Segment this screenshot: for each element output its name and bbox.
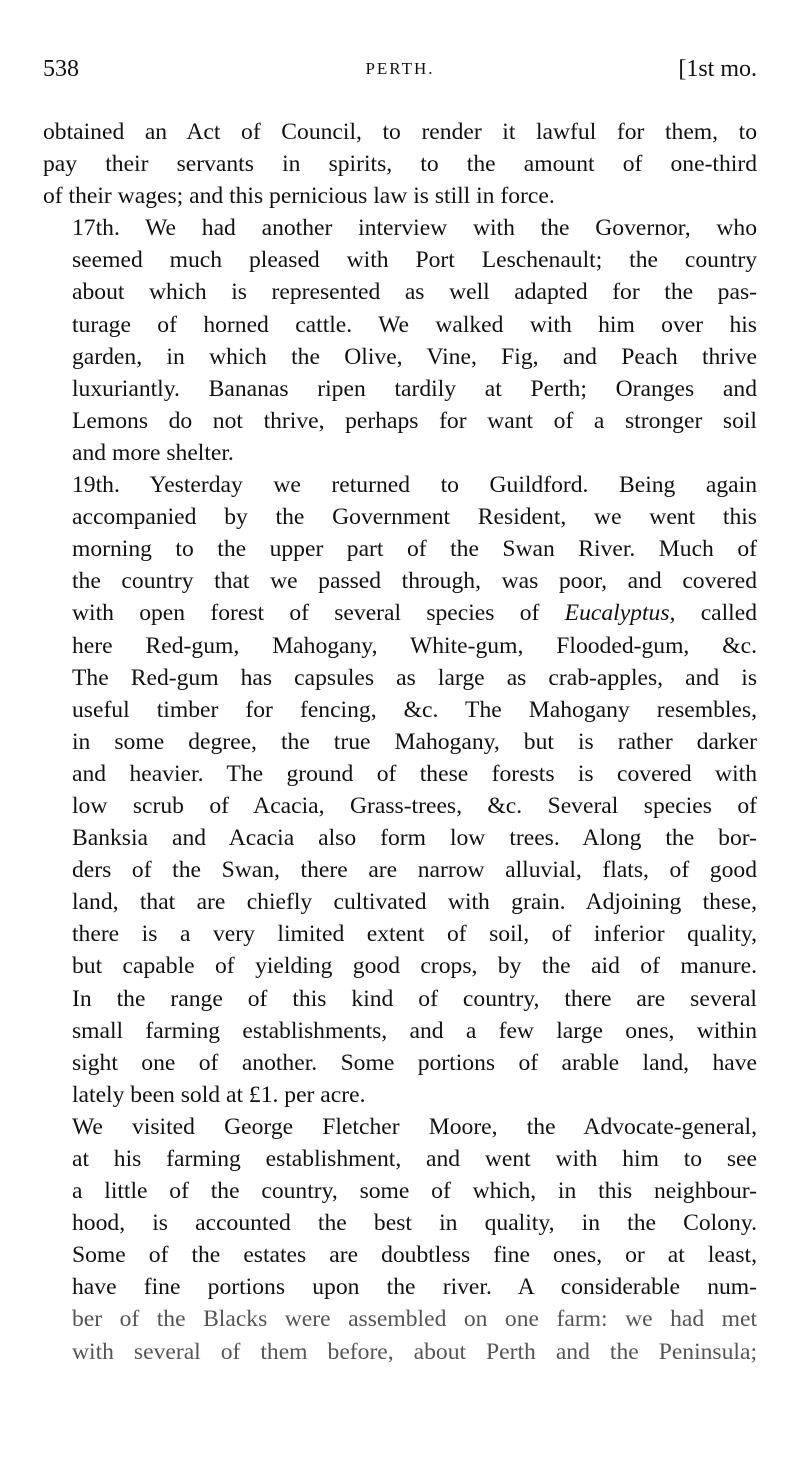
species-name: Eucalyptus, <box>564 600 676 627</box>
text-line: ders of the Swan, there are narrow alluvial, flats, of good <box>72 857 757 884</box>
text-line: hood, is accounted the best in quality, in the Colony. <box>72 1210 757 1237</box>
body-text <box>43 116 757 1368</box>
text-line: sight one of another. Some portions of arable land, have <box>72 1049 757 1076</box>
text-line: and more shelter. <box>72 439 234 466</box>
text-line: useful timber for fencing, &c. The Mahogany resembles, <box>72 696 757 723</box>
text-line: a little of the country, some of which, in this neighbour- <box>72 1178 757 1205</box>
running-head <box>43 56 757 96</box>
text-line: at his farming establishment, and went with him to see <box>72 1146 757 1172</box>
species-line-prefix: with open forest of several species of <box>72 600 540 627</box>
text-line: small farming establishments, and a few large ones, within <box>72 1017 757 1044</box>
text-line: in some degree, the true Mahogany, but is rather darker <box>72 728 757 755</box>
text-line: seemed much pleased with Port Leschenault; the country <box>72 247 757 274</box>
text-line: garden, in which the Olive, Vine, Fig, and Peach thrive <box>72 343 757 370</box>
text-line: ber of the Blacks were assembled on one farm: we had met <box>72 1306 757 1333</box>
text-line: Lemons do not thrive, perhaps for want of a stronger soil <box>72 407 757 434</box>
text-line: about which is represented as well adapted for the pas- <box>72 279 757 306</box>
text-line: pay their servants in spirits, to the amount of one-third <box>43 151 757 178</box>
paragraph-1 <box>43 116 757 212</box>
text-line: 19th. Yesterday we returned to Guildford. Being again <box>72 472 757 499</box>
paragraph-moore-visit <box>43 1111 757 1368</box>
text-line: low scrub of Acacia, Grass-trees, &c. Several species of <box>72 792 757 819</box>
text-line: Banksia and Acacia also form low trees. Along the bor- <box>72 825 757 852</box>
paragraph-19th <box>43 469 757 1111</box>
text-line-species <box>43 597 757 629</box>
text-line: have fine portions upon the river. A considerable num- <box>72 1274 757 1301</box>
text-line: of their wages; and this pernicious law is still in force. <box>43 183 555 210</box>
page <box>43 56 757 1368</box>
text-line: In the range of this kind of country, there are several <box>72 985 757 1012</box>
text-line: there is a very limited extent of soil, of inferior quality, <box>72 921 757 948</box>
text-line: but capable of yielding good crops, by the aid of manure. <box>72 953 757 980</box>
text-line: here Red-gum, Mahogany, White-gum, Flooded-gum, &c. <box>72 632 757 659</box>
text-line: the country that we passed through, was poor, and covered <box>72 568 757 595</box>
paragraph-17th <box>43 212 757 469</box>
text-line: with several of them before, about Perth and the Peninsula; <box>72 1338 757 1365</box>
text-line: We visited George Fletcher Moore, the Advocate-general, <box>72 1113 757 1140</box>
section-marker: [1st mo. <box>678 56 757 82</box>
running-title: PERTH. <box>365 59 435 78</box>
text-line: Some of the estates are doubtless fine ones, or at least, <box>72 1242 757 1269</box>
text-line: luxuriantly. Bananas ripen tardily at Perth; Oranges and <box>72 375 757 402</box>
text-line: land, that are chiefly cultivated with grain. Adjoining these, <box>72 889 757 916</box>
text-line: accompanied by the Government Resident, we went this <box>72 504 757 531</box>
species-line-suffix: called <box>700 600 758 627</box>
text-line: turage of horned cattle. We walked with him over his <box>72 311 757 338</box>
text-line: and heavier. The ground of these forests is covered with <box>72 760 757 787</box>
text-line: The Red-gum has capsules as large as crab-apples, and is <box>72 664 757 691</box>
text-line: obtained an Act of Council, to render it lawful for them, to <box>43 119 757 145</box>
text-line: 17th. We had another interview with the Governor, who <box>72 215 757 242</box>
text-line: morning to the upper part of the Swan River. Much of <box>72 536 757 563</box>
text-line: lately been sold at £1. per acre. <box>72 1081 366 1108</box>
page-number: 538 <box>43 56 79 82</box>
